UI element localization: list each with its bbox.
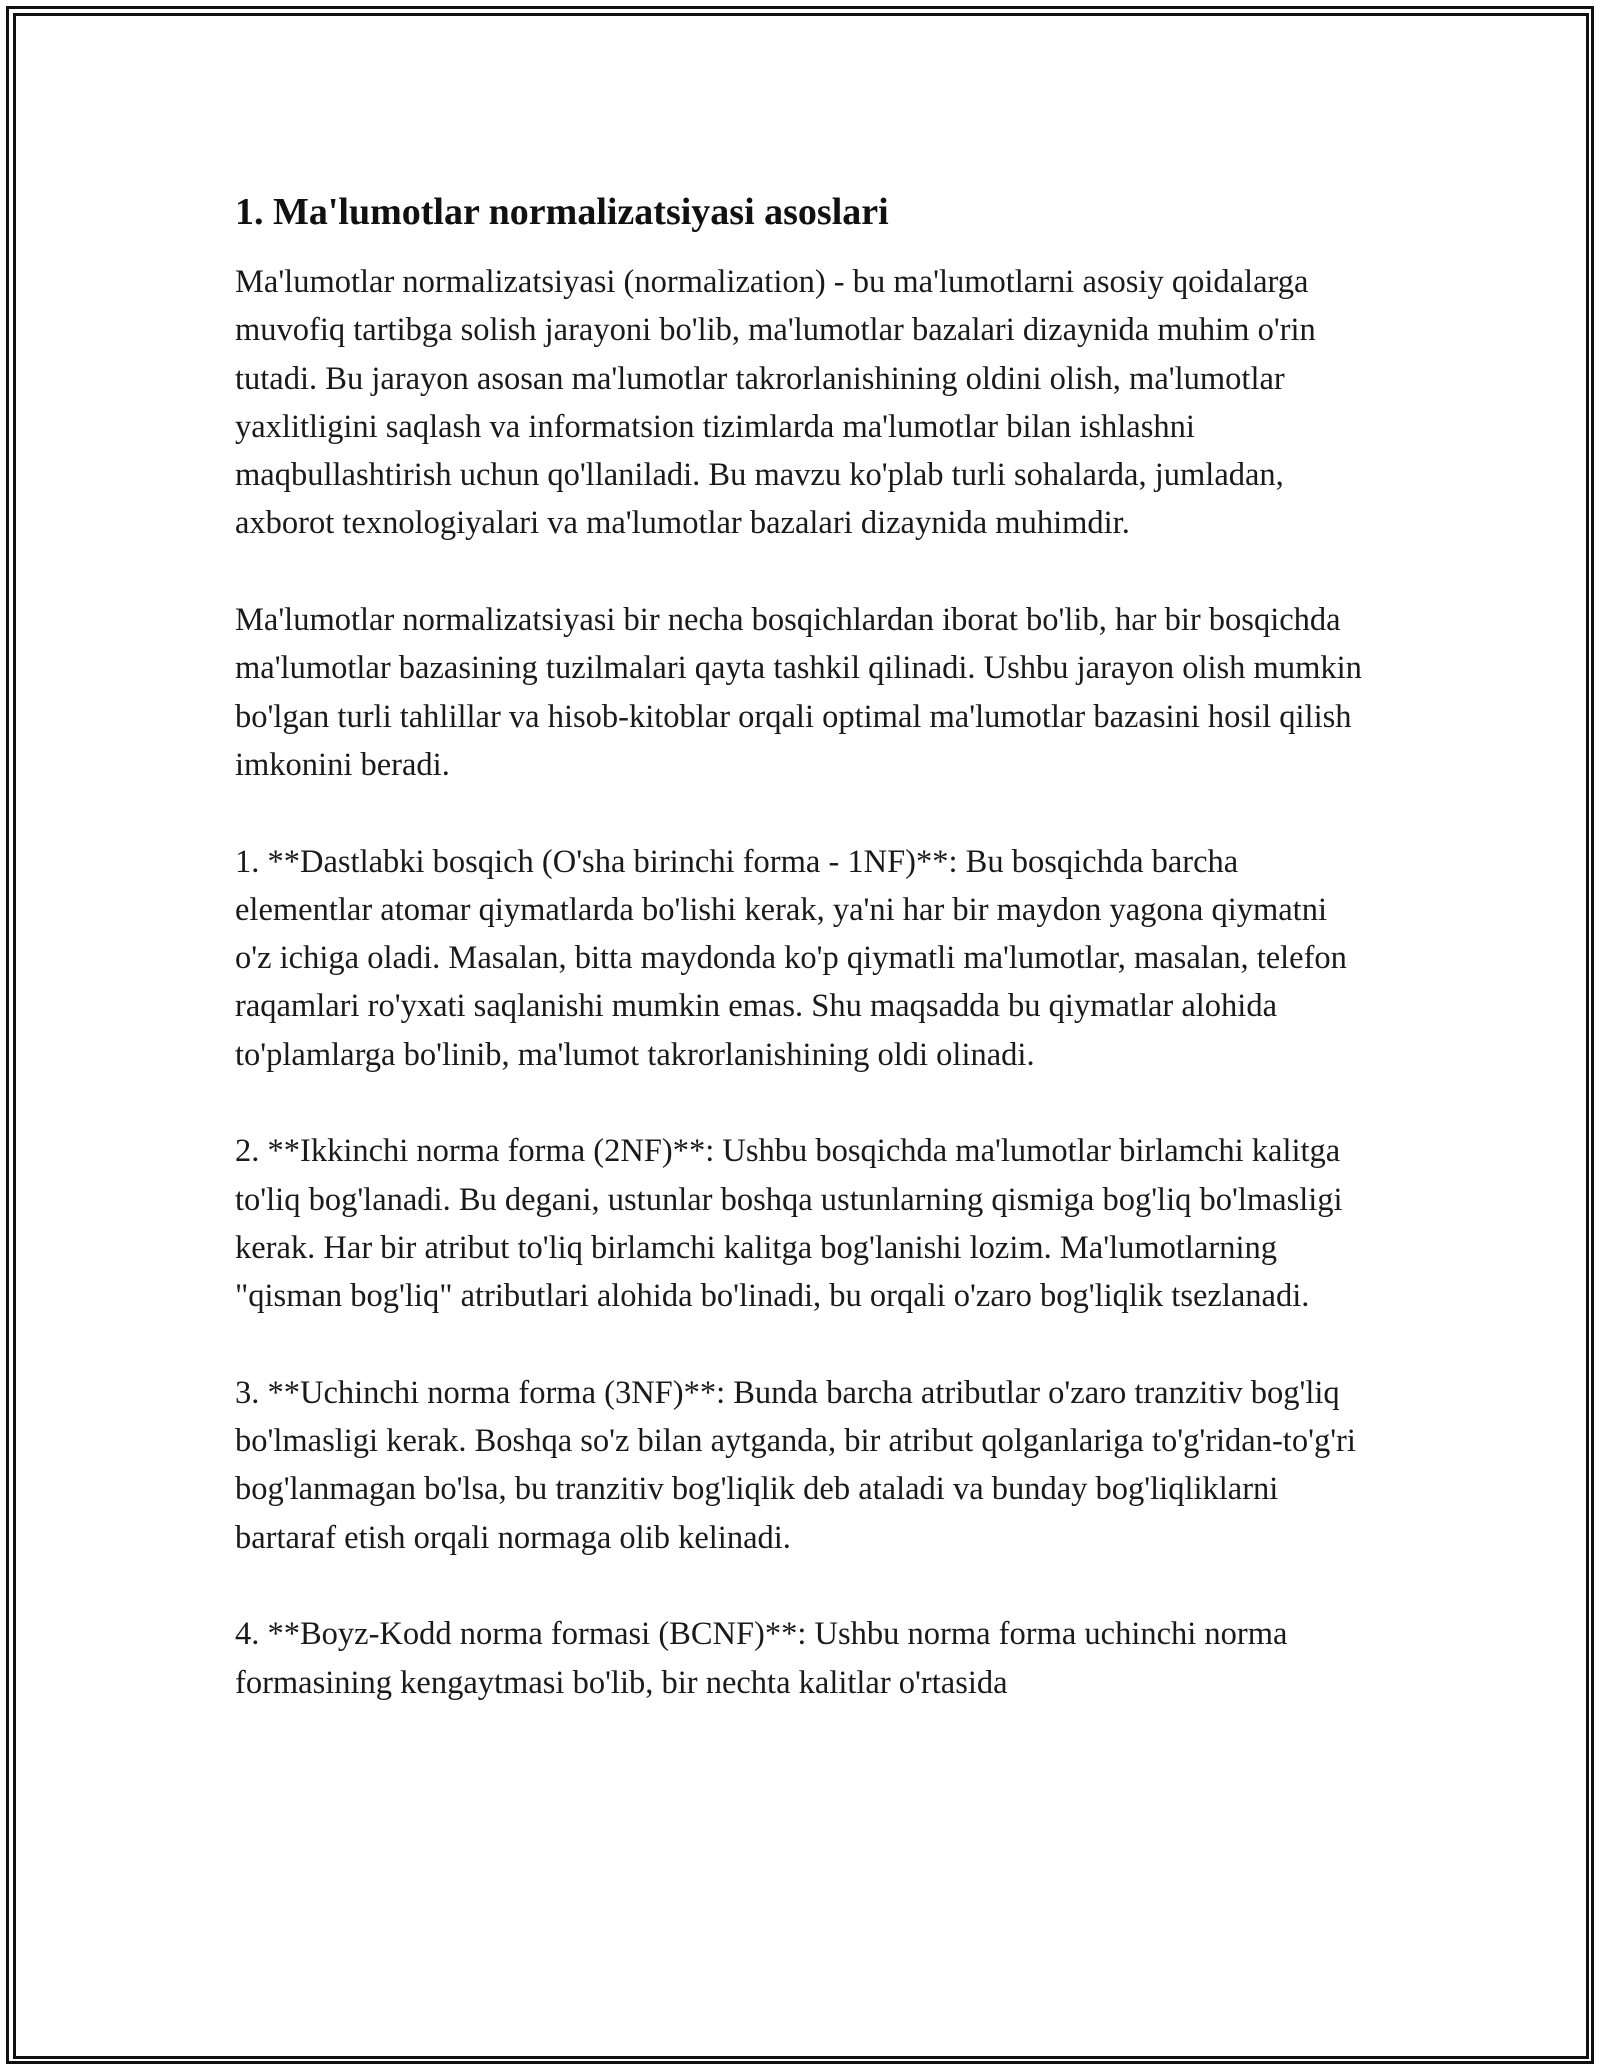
paragraph-intro: Ma'lumotlar normalizatsiyasi (normalization) - bu ma'lumotlarni asosiy qoidalarga muvofiq tartibga solish jarayoni bo'lib, ma'lumotlar bazalari dizaynida muhim o'rin tutadi. Bu jarayon asosan ma'lumotlar takrorlanishining oldini olish, ma'lumotlar yaxlitligini saqlash va informatsion tizimlarda ma'lumotlar bilan ishlashni maqbullashtirish uchun qo'llaniladi. Bu mavzu ko'plab turli sohalarda, jumladan, axborot texnologiyalari va ma'lumotlar bazalari dizaynida muhimdir. <box>235 264 1316 542</box>
paragraph-bcnf: 4. **Boyz-Kodd norma formasi (BCNF)**: Ushbu norma forma uchinchi norma formasining kengaytmasi bo'lib, bir nechta kalitlar o'rtasida <box>235 1616 1288 1701</box>
paragraph-1nf: 1. **Dastlabki bosqich (O'sha birinchi forma - 1NF)**: Bu bosqichda barcha elementlar atomar qiymatlarda bo'lishi kerak, ya'ni har bir maydon yagona qiymatni o'z ichiga oladi. Masalan, bitta maydonda ko'p qiymatli ma'lumotlar, masalan, telefon raqamlari ro'yxati saqlanishi mumkin emas. Shu maqsadda bu qiymatlar alohida to'plamlarga bo'linib, ma'lumot takrorlanishining oldi olinadi. <box>235 843 1347 1073</box>
document-body <box>235 188 1365 1755</box>
section-title: 1. Ma'lumotlar normalizatsiyasi asoslari <box>235 191 889 233</box>
paragraph-stages-overview: Ma'lumotlar normalizatsiyasi bir necha bosqichlardan iborat bo'lib, har bir bosqichda ma'lumotlar bazasining tuzilmalari qayta tashkil qilinadi. Ushbu jarayon olish mumkin bo'lgan turli tahlillar va hisob-kitoblar orqali optimal ma'lumotlar bazasini hosil qilish imkonini beradi. <box>235 602 1362 783</box>
paragraph-2nf: 2. **Ikkinchi norma forma (2NF)**: Ushbu bosqichda ma'lumotlar birlamchi kalitga to'liq bog'lanadi. Bu degani, ustunlar boshqa ustunlarning qismiga bog'liq bo'lmasligi kerak. Har bir atribut to'liq birlamchi kalitga bog'lanishi lozim. Ma'lumotlarning "qisman bog'liq" atributlari alohida bo'linadi, bu orqali o'zaro bog'liqlik tsezlanadi. <box>235 1133 1343 1315</box>
paragraph-3nf: 3. **Uchinchi norma forma (3NF)**: Bunda barcha atributlar o'zaro tranzitiv bog'liq bo'lmasligi kerak. Boshqa so'z bilan aytganda, bir atribut qolganlariga to'g'ridan-to'g'ri bog'lanmagan bo'lsa, bu tranzitiv bog'liqlik deb ataladi va bunday bog'liqliklarni bartaraf etish orqali normaga olib kelinadi. <box>235 1374 1356 1556</box>
